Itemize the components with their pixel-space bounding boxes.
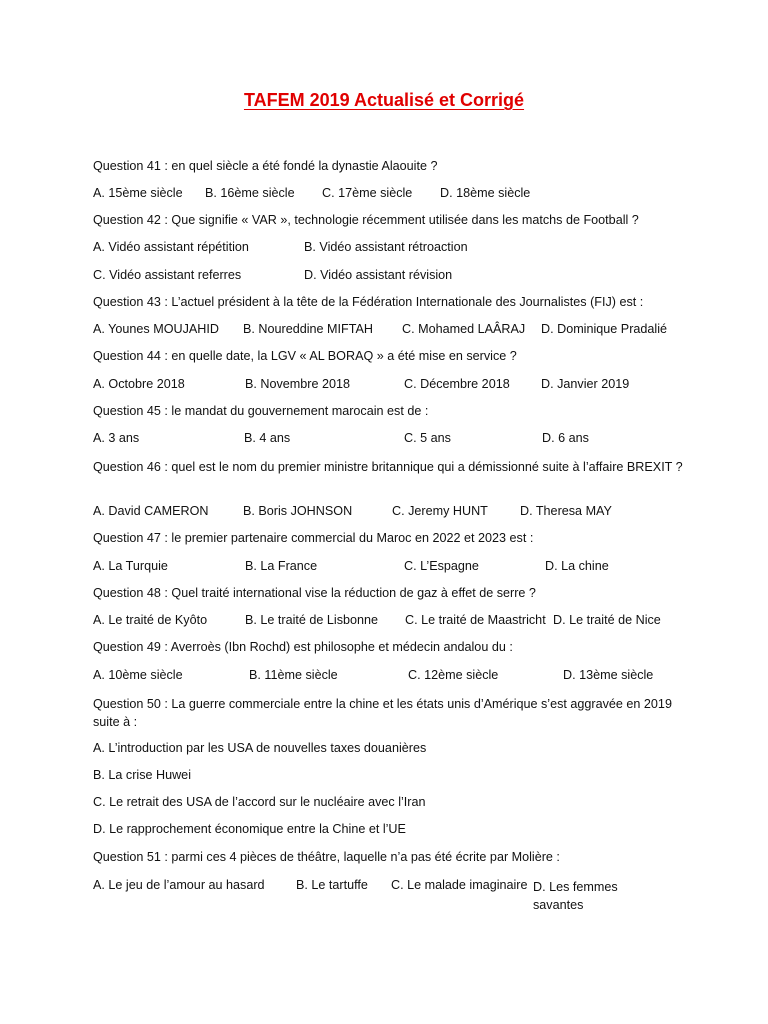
q45-option-d: D. 6 ans (542, 431, 589, 445)
q46-option-c: C. Jeremy HUNT (392, 504, 488, 518)
question-41: Question 41 : en quel siècle a été fondé la dynastie Alaouite ? (93, 159, 438, 173)
q44-option-b: B. Novembre 2018 (245, 377, 351, 391)
q41-option-c: C. 17ème siècle (322, 186, 413, 200)
q41-option-d: D. 18ème siècle (440, 186, 531, 200)
question-44: Question 44 : en quelle date, la LGV « AL BORAQ » a été mise en service ? (93, 349, 517, 363)
q43-option-b: B. Noureddine MIFTAH (243, 322, 373, 336)
q47-option-b: B. La France (245, 559, 318, 573)
q51-option-c: C. Le malade imaginaire (391, 878, 528, 892)
question-50: Question 50 : La guerre commerciale entre la chine et les états unis d’Amérique s’est aggravée en 2019 suite à : (93, 697, 672, 729)
q50-option-a: A. L’introduction par les USA de nouvelles taxes douanières (93, 741, 427, 755)
question-47: Question 47 : le premier partenaire commercial du Maroc en 2022 et 2023 est : (93, 531, 534, 545)
q47-option-d: D. La chine (545, 559, 609, 573)
q43-option-a: A. Younes MOUJAHID (93, 322, 219, 336)
question-42: Question 42 : Que signifie « VAR », technologie récemment utilisée dans les matchs de Football ? (93, 213, 639, 227)
q51-option-d: D. Les femmes savantes (533, 880, 618, 912)
q49-option-a: A. 10ème siècle (93, 668, 183, 682)
q46-option-b: B. Boris JOHNSON (243, 504, 353, 518)
q49-option-d: D. 13ème siècle (563, 668, 654, 682)
q42-option-b: B. Vidéo assistant rétroaction (304, 240, 468, 254)
q42-option-c: C. Vidéo assistant referres (93, 268, 242, 282)
q48-option-b: B. Le traité de Lisbonne (245, 613, 379, 627)
q46-option-a: A. David CAMERON (93, 504, 209, 518)
q43-option-d: D. Dominique Pradalié (541, 322, 667, 336)
question-43: Question 43 : L’actuel président à la tête de la Fédération Internationale des Journalistes (FIJ) est : (93, 295, 644, 309)
q51-option-a: A. Le jeu de l’amour au hasard (93, 878, 265, 892)
q47-option-a: A. La Turquie (93, 559, 168, 573)
q43-option-c: C. Mohamed LAÂRAJ (402, 322, 526, 336)
q49-option-c: C. 12ème siècle (408, 668, 499, 682)
q49-option-b: B. 11ème siècle (249, 668, 338, 682)
q45-option-b: B. 4 ans (244, 431, 291, 445)
q50-option-c: C. Le retrait des USA de l’accord sur le nucléaire avec l’Iran (93, 795, 426, 809)
q42-option-d: D. Vidéo assistant révision (304, 268, 453, 282)
q48-option-d: D. Le traité de Nice (553, 613, 661, 627)
q42-option-a: A. Vidéo assistant répétition (93, 240, 249, 254)
q41-option-a: A. 15ème siècle (93, 186, 183, 200)
q48-option-c: C. Le traité de Maastricht (405, 613, 546, 627)
q51-option-b: B. Le tartuffe (296, 878, 368, 892)
q50-option-b: B. La crise Huwei (93, 768, 191, 782)
question-48: Question 48 : Quel traité international vise la réduction de gaz à effet de serre ? (93, 586, 536, 600)
question-45: Question 45 : le mandat du gouvernement marocain est de : (93, 404, 429, 418)
question-49: Question 49 : Averroès (Ibn Rochd) est philosophe et médecin andalou du : (93, 640, 513, 654)
q48-option-a: A. Le traité de Kyôto (93, 613, 208, 627)
q45-option-a: A. 3 ans (93, 431, 140, 445)
q47-option-c: C. L’Espagne (404, 559, 479, 573)
q44-option-a: A. Octobre 2018 (93, 377, 185, 391)
q41-option-b: B. 16ème siècle (205, 186, 295, 200)
q44-option-d: D. Janvier 2019 (541, 377, 630, 391)
q46-option-d: D. Theresa MAY (520, 504, 612, 518)
question-51: Question 51 : parmi ces 4 pièces de théâtre, laquelle n’a pas été écrite par Molière : (93, 850, 560, 864)
q44-option-c: C. Décembre 2018 (404, 377, 510, 391)
document-title: TAFEM 2019 Actualisé et Corrigé (243, 90, 525, 110)
q50-option-d: D. Le rapprochement économique entre la Chine et l’UE (93, 822, 406, 836)
question-46: Question 46 : quel est le nom du premier ministre britannique qui a démissionné suite à l’affaire BREXIT ? (93, 460, 683, 474)
q45-option-c: C. 5 ans (404, 431, 451, 445)
